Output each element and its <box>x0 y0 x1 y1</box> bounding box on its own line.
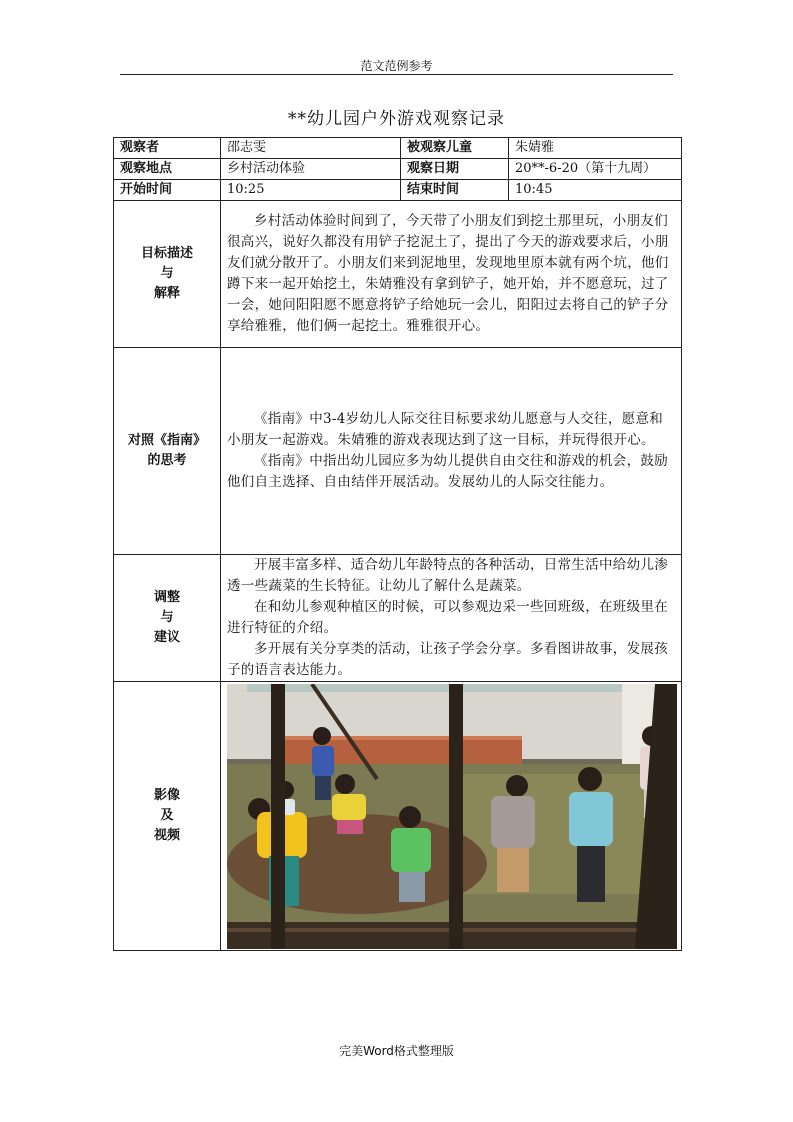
page-header: 范文范例参考 <box>360 59 433 73</box>
goal-label-line: 与 <box>160 266 174 281</box>
row-location <box>114 159 682 180</box>
end-label: 结束时间 <box>401 180 509 201</box>
start-label: 开始时间 <box>114 180 221 201</box>
guide-paragraph: 《指南》中指出幼儿园应多为幼儿提供自由交往和游戏的机会，鼓励他们自主选择、自由结伴开展活动。发展幼儿的人际交往能力。 <box>227 453 668 490</box>
goal-label <box>114 201 221 348</box>
goal-label-line: 目标描述 <box>140 246 193 261</box>
row-time <box>114 180 682 201</box>
adjust-label-line: 与 <box>160 610 174 625</box>
observer-value: 邵志雯 <box>221 138 401 159</box>
row-media <box>114 682 682 951</box>
child-figure <box>312 727 334 800</box>
goal-label-line: 解释 <box>153 286 180 301</box>
media-label <box>114 682 221 951</box>
location-label: 观察地点 <box>114 159 221 180</box>
document-title: **幼儿园户外游戏观察记录 <box>288 109 505 129</box>
adjust-paragraph: 多开展有关分享类的活动，让孩子学会分享。多看图讲故事，发展孩子的语言表达能力。 <box>227 641 668 678</box>
adjust-label <box>114 555 221 682</box>
adjust-text <box>221 555 682 682</box>
child-label: 被观察儿童 <box>401 138 509 159</box>
header-divider <box>120 74 673 75</box>
location-value: 乡村活动体验 <box>221 159 401 180</box>
start-value: 10:25 <box>221 180 401 201</box>
end-value: 10:45 <box>509 180 682 201</box>
row-guide <box>114 348 682 555</box>
guide-paragraph: 《指南》中3-4岁幼儿人际交往目标要求幼儿愿意与人交往，愿意和小朋友一起游戏。朱婧雅的游戏表现达到了这一目标，并玩得很开心。 <box>227 411 664 448</box>
adjust-label-line: 建议 <box>153 630 180 645</box>
guide-label-line: 的思考 <box>147 453 187 468</box>
adjust-label-line: 调整 <box>153 590 180 605</box>
adjust-paragraph: 在和幼儿参观种植区的时候，可以参观边采一些回班级，在班级里在进行特征的介绍。 <box>227 599 668 636</box>
goal-paragraph: 乡村活动体验时间到了，今天带了小朋友们到挖土那里玩，小朋友们很高兴，说好久都没有用铲子挖泥土了，提出了今天的游戏要求后，小朋友们就分散开了。小朋友们来到泥地里，发现地里原本就有两个坑，他们蹲下来一起开始挖土，朱婧雅没有拿到铲子，她开始，并不愿意玩，过了一会，她问阳阳愿不愿意将铲子给她玩一会儿，阳阳过去将自己的铲子分享给雅雅，他们俩一起挖土。雅雅很开心。 <box>227 213 669 334</box>
guide-label <box>114 348 221 555</box>
children-digging-photo <box>227 684 677 949</box>
page-footer: 完美Word格式整理版 <box>339 1044 454 1058</box>
media-label-line: 影像 <box>153 788 180 803</box>
media-photo-cell <box>221 682 682 951</box>
guide-label-line: 对照《指南》 <box>127 433 206 448</box>
row-observer <box>114 138 682 159</box>
goal-text <box>221 201 682 348</box>
date-value: 20**-6-20（第十九周） <box>509 159 682 180</box>
media-label-line: 视频 <box>153 828 180 843</box>
child-value: 朱婧雅 <box>509 138 682 159</box>
guide-text <box>221 348 682 555</box>
date-label: 观察日期 <box>401 159 509 180</box>
observation-table <box>113 137 682 951</box>
adjust-paragraph: 开展丰富多样、适合幼儿年龄特点的各种活动，日常生活中给幼儿渗透一些蔬菜的生长特征。让幼儿了解什么是蔬菜。 <box>227 557 668 594</box>
media-label-line: 及 <box>160 808 174 823</box>
row-adjust <box>114 555 682 682</box>
observer-label: 观察者 <box>114 138 221 159</box>
row-goal <box>114 201 682 348</box>
